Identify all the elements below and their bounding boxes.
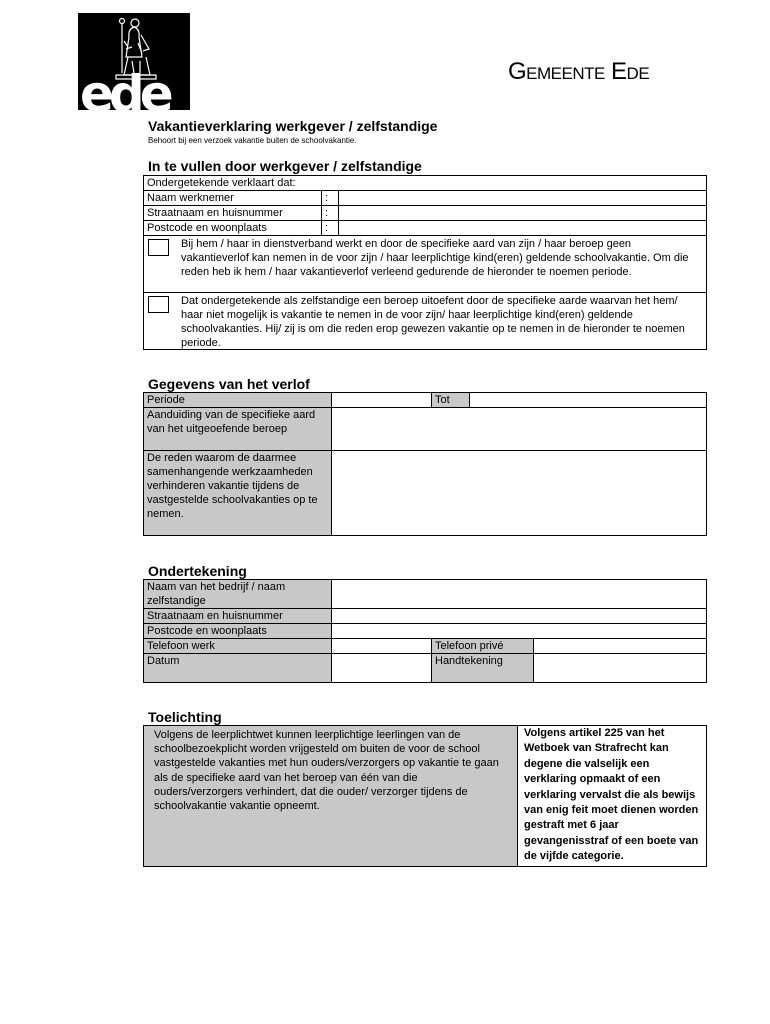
intro-text: Ondergetekende verklaart dat:	[144, 176, 707, 191]
date-label: Datum	[144, 654, 332, 683]
option-employee-text: Bij hem / haar in dienstverband werkt en door de specifieke aard van zijn / haar beroep geen vakantieverlof kan nemen in de voor zijn / haar leerplichtige kind(eren) geldende schoolvakantie. Om die reden heb ik hem / haar vakantieverlof verleend gedurende de hieronder te noemen periode.	[181, 238, 689, 278]
section-heading-employer: In te vullen door werkgever / zelfstandige	[148, 158, 422, 174]
logo-text: ede	[80, 65, 169, 123]
explanation-table	[143, 725, 707, 867]
phone-private-label: Telefoon privé	[432, 639, 534, 654]
postcode-field[interactable]	[339, 221, 707, 236]
phone-work-label: Telefoon werk	[144, 639, 332, 654]
form-title: Vakantieverklaring werkgever / zelfstandige	[148, 118, 438, 134]
employee-name-field[interactable]	[339, 191, 707, 206]
company-postcode-field[interactable]	[332, 624, 707, 639]
phone-private-field[interactable]	[534, 639, 707, 654]
period-from-field[interactable]	[332, 393, 432, 408]
section-heading-explanation: Toelichting	[148, 709, 222, 725]
company-field[interactable]	[332, 580, 707, 609]
option-employee-checkbox[interactable]	[148, 239, 169, 256]
municipality-logo	[78, 13, 190, 123]
period-label: Periode	[144, 393, 332, 408]
section-heading-signature: Ondertekening	[148, 563, 247, 579]
street-label: Straatnaam en huisnummer	[144, 609, 332, 624]
street-field[interactable]	[339, 206, 707, 221]
option-self-employed-row	[144, 293, 707, 350]
option-self-employed-text: Dat ondergetekende als zelfstandige een beroep uitoefent door de specifieke aarde waarvan het hem/ haar niet mogelijk is vakantie te nemen in de voor zijn/ haar leerplichtige kind(eren) geldende schoolvakanties. Hij/ zij is om die reden erop gewezen vakantie op te nemen in de hieronder te noemen periode.	[181, 295, 685, 349]
phone-work-field[interactable]	[332, 639, 432, 654]
reason-label: De reden waarom de daarmee samenhangende werkzaamheden verhinderen vakantie tijdens de vastgestelde schoolvakanties op te nemen.	[144, 451, 332, 536]
explanation-legal-text: Volgens artikel 225 van het Wetboek van Strafrecht kan degene die valselijk een verklaring opmaakt of een verklaring vervalst die als bewijs van enig feit moet dienen worden gestraft met 6 jaar gevangenisstraf of een boete van de vijfde categorie.	[518, 726, 707, 867]
field-label: Naam werknemer	[144, 191, 322, 206]
explanation-left-text: Volgens de leerplichtwet kunnen leerplichtige leerlingen van de schoolbezoekplicht worden vrijgesteld om buiten de voor de school vastgestelde vakanties met hun ouders/verzorgers op vakantie te gaan als de specifieke aard van het beroep van één van die ouders/verzorgers verhindert, dat die ouder/ verzorger tijdens de schoolvakantie vakantie opneemt.	[144, 726, 518, 867]
postcode-label: Postcode en woonplaats	[144, 624, 332, 639]
profession-label: Aanduiding van de specifieke aard van het uitgeoefende beroep	[144, 408, 332, 451]
field-label: Postcode en woonplaats	[144, 221, 322, 236]
field-label: Straatnaam en huisnummer	[144, 206, 322, 221]
date-field[interactable]	[332, 654, 432, 683]
company-label: Naam van het bedrijf / naam zelfstandige	[144, 580, 332, 609]
until-label: Tot	[432, 393, 470, 408]
period-until-field[interactable]	[470, 393, 707, 408]
signature-field[interactable]	[534, 654, 707, 683]
employer-table: Ondergetekende verklaart dat: Naam werknemer : Straatnaam en huisnummer : Postcode en woonplaats : Bij hem / haar in dienstverband werkt en door de specifieke aard van zijn / haar beroep geen vakantieverlof kan nemen in de voor zijn / haar leerplichtige kind(eren) geldende schoolvakantie. Om die reden heb ik hem / haar vakantieverlof verleend gedurende de hieronder te noemen periode. Dat ondergetekende als zelfstandige een beroep uitoefent door de specifieke aarde waarvan het hem/ haar niet mogelijk is vakantie te nemen in de voor zijn/ haar leerplichtige kind(eren) geldende schoolvakanties. Hij/ zij is om die reden erop gewezen vakantie op te nemen in de hieronder te noemen periode.	[143, 175, 707, 350]
signature-table	[143, 579, 707, 683]
municipality-name: GEMEENTE EDE	[508, 58, 650, 85]
section-heading-leave: Gegevens van het verlof	[148, 376, 310, 392]
profession-field[interactable]	[332, 408, 707, 451]
signature-label: Handtekening	[432, 654, 534, 683]
reason-field[interactable]	[332, 451, 707, 536]
form-subtitle: Behoort bij een verzoek vakantie buiten de schoolvakantie.	[148, 136, 357, 145]
option-employee-row	[144, 236, 707, 293]
company-street-field[interactable]	[332, 609, 707, 624]
option-self-employed-checkbox[interactable]	[148, 296, 169, 313]
leave-table	[143, 392, 707, 536]
